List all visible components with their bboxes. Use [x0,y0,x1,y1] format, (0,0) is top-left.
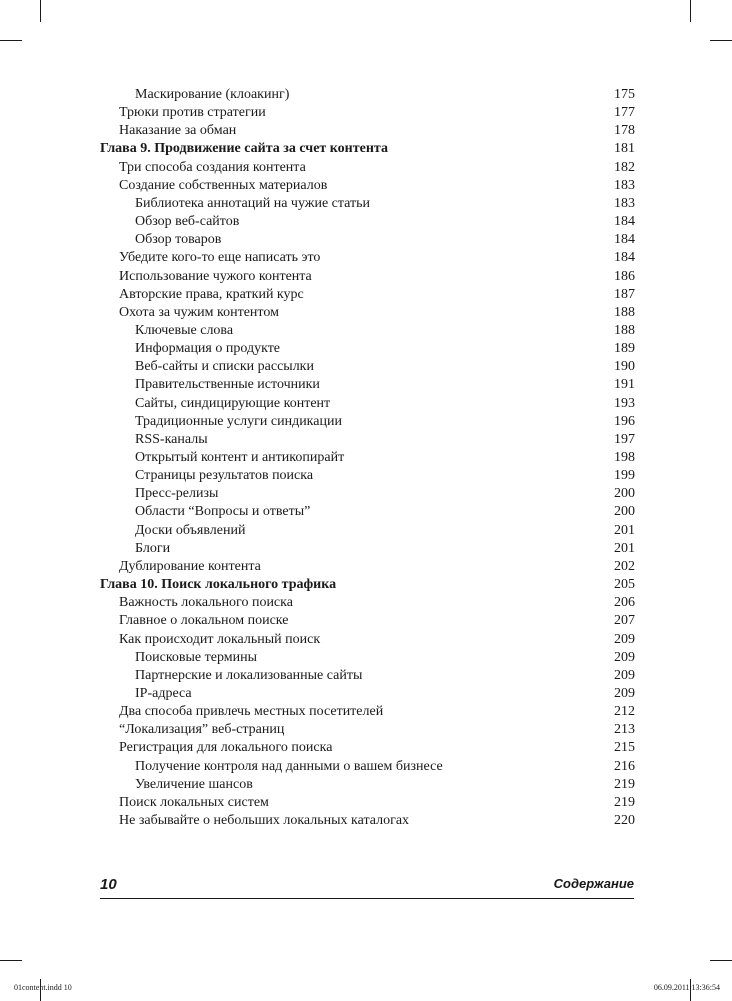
toc-entry-title: Важность локального поиска [119,595,293,611]
toc-row [0,758,732,776]
toc-entry-title: RSS-каналы [135,431,208,447]
toc-chapter-row [0,576,732,594]
toc-entry-page: 219 [614,794,635,810]
toc-row [0,685,732,703]
toc-row [0,213,732,231]
toc-entry-title: Авторские права, краткий курс [119,286,304,302]
toc-entry-title: Убедите кого-то еще написать это [119,250,321,266]
toc-entry-title: Два способа привлечь местных посетителей [119,704,384,720]
toc-row [0,703,732,721]
toc-row [0,86,732,104]
toc-entry-page: 188 [614,322,635,338]
toc-row [0,286,732,304]
toc-entry-page: 209 [614,667,635,683]
toc-row [0,268,732,286]
toc-entry-page: 200 [614,504,635,520]
toc-entry-title: Партнерские и локализованные сайты [135,667,363,683]
toc-entry-page: 209 [614,631,635,647]
toc-entry-page: 212 [614,704,635,720]
toc-entry-title: Трюки против стратегии [119,105,266,121]
toc-row [0,631,732,649]
toc-entry-title: Библиотека аннотаций на чужие статьи [135,195,371,211]
toc-row [0,304,732,322]
toc-entry-page: 207 [614,613,635,629]
toc-entry-title: Маскирование (клоакинг) [135,87,290,102]
toc-entry-page: 201 [614,522,635,538]
toc-entry-title: Доски объявлений [135,522,246,538]
toc-entry-title: Получение контроля над данными о вашем бизнесе [135,758,443,774]
toc-entry-page: 219 [614,776,635,792]
toc-row [0,159,732,177]
toc-entry-title: Создание собственных материалов [119,177,328,193]
toc-entry-page: 220 [614,813,635,828]
toc-row [0,739,732,757]
toc-entry-page: 184 [614,232,635,248]
toc-row [0,376,732,394]
toc-row [0,558,732,576]
toc-entry-page: 205 [614,577,635,593]
toc-entry-title: Не забывайте о небольших локальных каталогах [119,813,410,828]
toc-entry-page: 209 [614,649,635,665]
toc-entry-page: 189 [614,341,635,357]
toc-entry-page: 216 [614,758,635,774]
toc-entry-title: Обзор товаров [135,232,222,248]
toc-entry-page: 191 [614,377,635,393]
toc-entry-title: Информация о продукте [135,341,281,357]
toc-row [0,249,732,267]
toc-entry-page: 181 [614,141,635,157]
slug-datetime: 06.09.2011 13:36:54 [653,983,720,992]
toc-row [0,649,732,667]
toc-row [0,195,732,213]
toc-entry-page: 182 [614,159,635,175]
toc-entry-title: Правительственные источники [135,377,320,393]
toc-row [0,449,732,467]
toc-entry-page: 198 [614,450,635,465]
toc-entry-page: 188 [614,304,635,320]
toc-row [0,467,732,485]
toc-row [0,322,732,340]
toc-row [0,485,732,503]
toc-entry-title: Блоги [135,540,171,556]
toc-entry-title: Дублирование контента [119,558,261,574]
toc-row [0,812,732,830]
toc-row [0,503,732,521]
toc-chapter-row [0,140,732,158]
toc-entry-page: 178 [614,123,635,139]
toc-entry-title: Обзор веб-сайтов [135,214,240,230]
toc-entry-title: Увеличение шансов [135,776,253,792]
toc-entry-title: Регистрация для локального поиска [119,740,333,756]
toc-entry-title: Охота за чужим контентом [119,304,279,320]
toc-entry-page: 184 [614,250,635,266]
toc-entry-page: 183 [614,195,635,211]
toc-entry-page: 200 [614,486,635,502]
toc-row [0,794,732,812]
toc-entry-page: 215 [614,740,635,756]
toc-entry-title: Поиск локальных систем [119,794,269,810]
toc-entry-title: Поисковые термины [135,649,258,665]
toc-row [0,231,732,249]
footer-rule [100,898,634,899]
toc-entry-title: Главное о локальном поиске [119,613,289,629]
toc-entry-page: 199 [614,468,635,484]
toc-row [0,340,732,358]
toc-row [0,122,732,140]
toc-entry-page: 209 [614,685,635,701]
toc-entry-page: 177 [614,105,635,121]
toc-entry-title: Открытый контент и антикопирайт [135,450,345,465]
toc-entry-title: Три способа создания контента [119,159,306,175]
toc-row [0,667,732,685]
toc-row [0,431,732,449]
toc-entry-title: Использование чужого контента [119,268,312,284]
toc-entry-page: 197 [614,431,635,447]
toc-row [0,721,732,739]
toc-entry-page: 206 [614,595,635,611]
toc-entry-title: Области “Вопросы и ответы” [135,504,311,520]
toc-row [0,358,732,376]
toc-entry-title: Веб-сайты и списки рассылки [135,359,314,375]
toc-entry-page: 184 [614,214,635,230]
toc-row [0,395,732,413]
toc-entry-page: 201 [614,540,635,556]
toc-entry-page: 193 [614,395,635,411]
toc-entry-title: Наказание за обман [119,123,237,139]
toc-entry-title: Традиционные услуги синдикации [135,413,342,429]
toc-row [0,594,732,612]
toc-entry-title: Глава 9. Продвижение сайта за счет контента [100,141,388,157]
toc-entry-page: 186 [614,268,635,284]
page-number: 10 [100,876,117,893]
toc-row [0,413,732,431]
toc-row [0,776,732,794]
toc-row [0,612,732,630]
toc-entry-page: 196 [614,413,635,429]
toc-entry-page: 187 [614,286,635,302]
toc-entry-title: Как происходит локальный поиск [119,631,321,647]
toc-entry-title: Страницы результатов поиска [135,468,314,484]
toc-entry-page: 213 [614,722,635,738]
toc-entry-title: IP-адреса [135,685,192,701]
toc-entry-title: Ключевые слова [135,322,234,338]
slug-file: 01content.indd 10 [14,983,72,992]
toc-entry-title: “Локализация” веб-страниц [119,722,285,738]
toc-row [0,522,732,540]
toc-entry-page: 183 [614,177,635,193]
toc-entry-title: Сайты, синдицирующие контент [135,395,331,411]
toc-row [0,177,732,195]
toc-entry-page: 175 [614,87,635,102]
toc-row [0,540,732,558]
toc-entry-page: 202 [614,558,635,574]
toc-entry-page: 190 [614,359,635,375]
toc-row [0,104,732,122]
toc-entry-title: Пресс-релизы [135,486,219,502]
running-footer-title: Содержание [553,876,634,891]
toc-entry-title: Глава 10. Поиск локального трафика [100,577,337,593]
